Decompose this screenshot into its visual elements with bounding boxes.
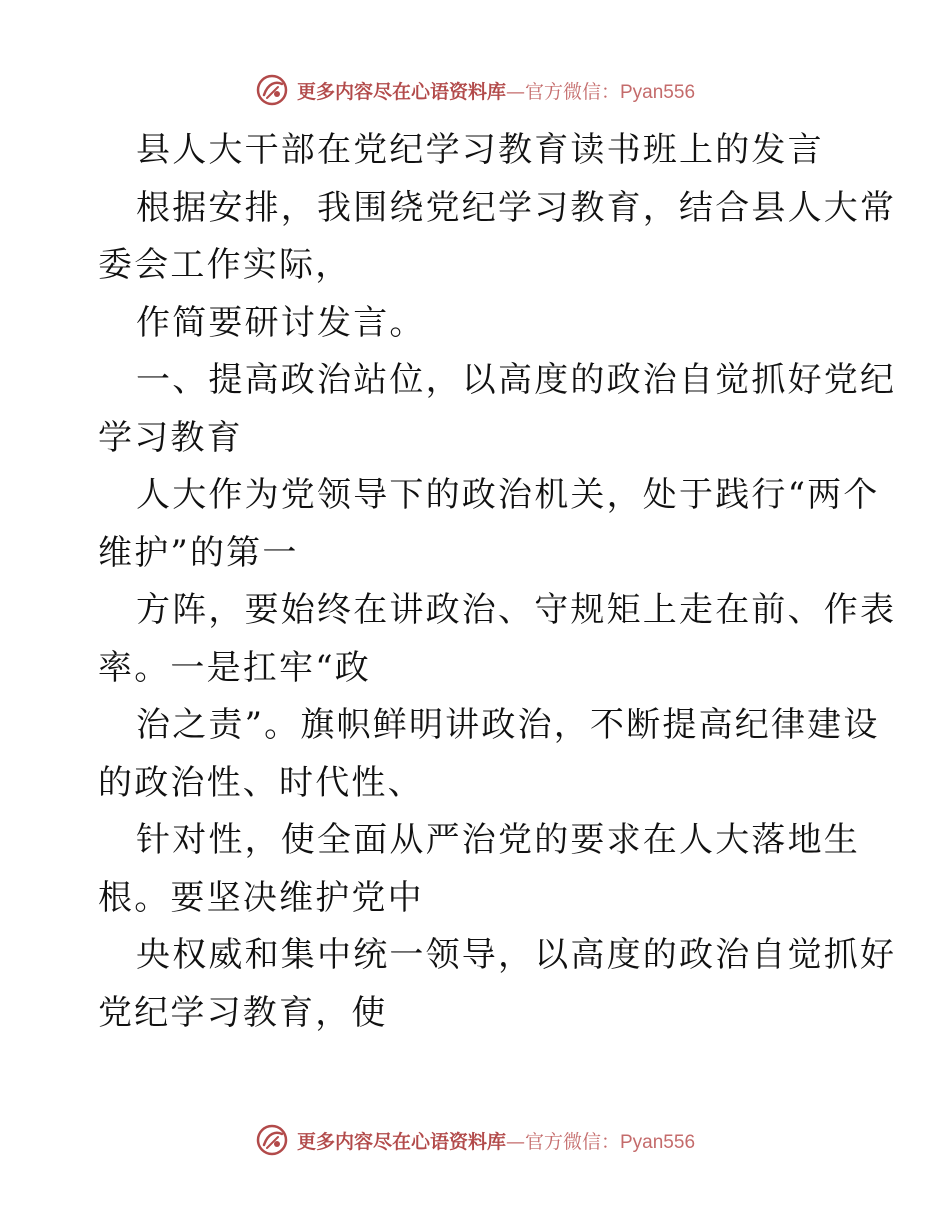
text-line: 率。一是扛牢“政 bbox=[98, 647, 371, 688]
text-line: 人大作为党领导下的政治机关，处于践行“两个 bbox=[136, 475, 880, 515]
watermark-brand: 更多内容尽在心语资料库 bbox=[296, 80, 506, 103]
text-line: 作简要研讨发言。 bbox=[136, 302, 426, 343]
text-line: 根。要坚决维护党中 bbox=[98, 877, 424, 918]
text-line: 方阵，要始终在讲政治、守规矩上走在前、作表 bbox=[136, 590, 897, 630]
watermark-text bbox=[297, 1127, 695, 1154]
document-body bbox=[98, 122, 897, 1042]
text-line: 央权威和集中统一领导，以高度的政治自觉抓好 bbox=[136, 935, 897, 975]
watermark-dash: — bbox=[505, 1130, 525, 1153]
watermark-dash: — bbox=[505, 80, 525, 103]
brand-logo-icon bbox=[255, 73, 289, 107]
text-line: 的政治性、时代性、 bbox=[98, 762, 424, 803]
watermark-wechat-id: Pyan556 bbox=[620, 1131, 696, 1153]
header-watermark bbox=[0, 70, 950, 110]
section-heading: 一、提高政治站位，以高度的政治自觉抓好党纪 bbox=[136, 360, 897, 400]
watermark-wechat-id: Pyan556 bbox=[620, 81, 696, 103]
brand-logo-icon bbox=[255, 1123, 289, 1157]
watermark-wechat-label: 官方微信： bbox=[524, 80, 620, 103]
watermark-text bbox=[297, 77, 695, 104]
text-line: 针对性，使全面从严治党的要求在人大落地生 bbox=[136, 820, 860, 860]
text-line: 党纪学习教育，使 bbox=[98, 992, 388, 1033]
section-heading-continued: 学习教育 bbox=[98, 417, 243, 458]
watermark-wechat-label: 官方微信： bbox=[524, 1130, 620, 1153]
text-line: 根据安排，我围绕党纪学习教育，结合县人大常 bbox=[136, 187, 897, 228]
footer-watermark bbox=[0, 1120, 950, 1160]
text-line: 维护”的第一 bbox=[98, 532, 299, 573]
text-line: 治之责”。旗帜鲜明讲政治，不断提高纪律建设 bbox=[136, 705, 880, 745]
text-line: 委会工作实际， bbox=[98, 245, 352, 285]
watermark-brand: 更多内容尽在心语资料库 bbox=[296, 1130, 506, 1153]
document-title: 县人大干部在党纪学习教育读书班上的发言 bbox=[136, 130, 824, 170]
